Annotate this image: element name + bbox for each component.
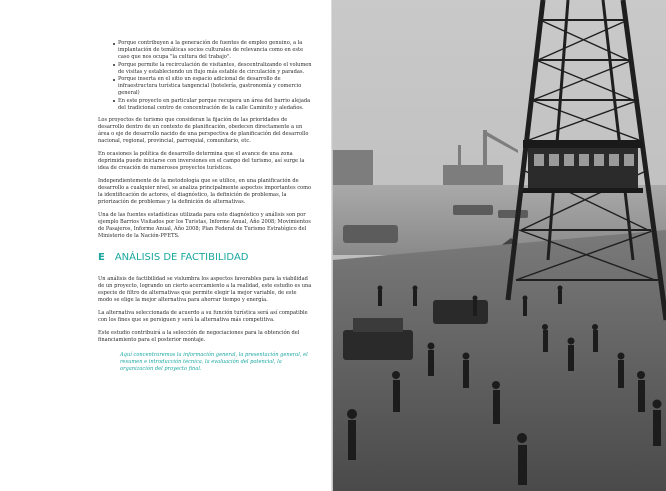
bullet-icon: [113, 100, 115, 102]
section-heading: [98, 252, 312, 264]
bullet-text: Porque inserta en el sitio un espacio adicional de desarrollo de infraestructura turística tangencial (hotelería, gastronomía y comercio general): [118, 76, 302, 96]
italic-note: Aquí concentraremos la información general, la presentación general, el resumen e introducción técnica, la evaluación del potencial, la organización del proyecto final.: [120, 351, 308, 372]
right-page: [333, 0, 666, 491]
body-paragraph: Independientemente de la metodología que se utilice, en una planificación de desarrollo a cualquier nivel, se analiza principalmente aspectos importantes como la identificación de actores, el diagnóstico, la definición de problemas, la priorización de problemas y la definición de alternativas.: [98, 177, 312, 205]
body-paragraph: Una de las fuentes estadísticas utilizada para este diagnóstico y análisis son por ejemplo Barrios Visitados por los Turistas, Informe Anual, Año 2008; Movimientos de Pasajeros, Informe Anual, Año 2008; Plan Federal de Turismo Estratégico del Ministerio de la Nación-PFETS.: [98, 211, 311, 239]
text-column: [98, 40, 312, 373]
bullet-list: [98, 40, 312, 112]
bullet-icon: [113, 64, 115, 66]
bullet-text: En este proyecto en particular porque recupera un área del barrio alejada del tradicional centro de concentración de la calle Caminito y aledaños.: [118, 97, 311, 111]
section-title: ANÁLISIS DE FACTIBILIDAD: [114, 251, 249, 263]
bullet-icon: [113, 79, 115, 81]
section-paragraph: Este estudio contribuirá a la selección de negociaciones para la obtención del financiamiento para el posterior montaje.: [98, 329, 300, 343]
control-cabin: [523, 140, 643, 193]
bullet-item: [118, 76, 312, 97]
bullet-item: [118, 62, 312, 76]
dock-ground: [333, 230, 666, 491]
bullet-text: Porque permite la recirculación de visitantes, descentralizando el volumen de visitas y estableciendo un flujo más estable de circulación y paradas.: [118, 61, 312, 75]
bullet-item: [118, 40, 312, 61]
section-letter: E: [98, 251, 105, 263]
section-paragraph: Un análisis de factibilidad se vislumbra los aspectos favorables para la viabilidad de un proyecto, logrando un cierto acercamiento a la realidad, este estudio es una especie de filtro de alternativas que permite elegir la mejor variable, de este modo se elige la mejor alternativa para ahorrar tiempo y energía.: [98, 275, 312, 303]
body-paragraph: En ocasiones la política de desarrollo determina que el avance de una zona deprimida puede iniciarse con inversiones en el campo del turismo, así surge la idea de creación de numerosos proyectos turísticos.: [98, 150, 305, 171]
bullet-text: Porque contribuyen a la generación de fuentes de empleo genuino, a la implantación de temáticas socios culturales de relevancia como en este caso que nos ocupa "la cultura del trabajo".: [118, 40, 304, 60]
bullet-icon: [113, 43, 115, 45]
body-paragraph: Los proyectos de turismo que consideran la fijación de las prioridades de desarrollo dentro de un contexto de planificación, obedecen directamente a un área o eje de desarrollo nacido de una perspectiva de planificación del desarrollo nacional, regional, provincial, parroquial, comunitario, etc.: [98, 116, 309, 144]
section-paragraph: La alternativa seleccionada de acuerdo a su función turística será así compatible con los fines que se persiguen y será la alternativa más competitiva.: [98, 309, 308, 323]
harbor-bridge-photo: [333, 0, 666, 491]
bullet-item: [118, 98, 312, 112]
